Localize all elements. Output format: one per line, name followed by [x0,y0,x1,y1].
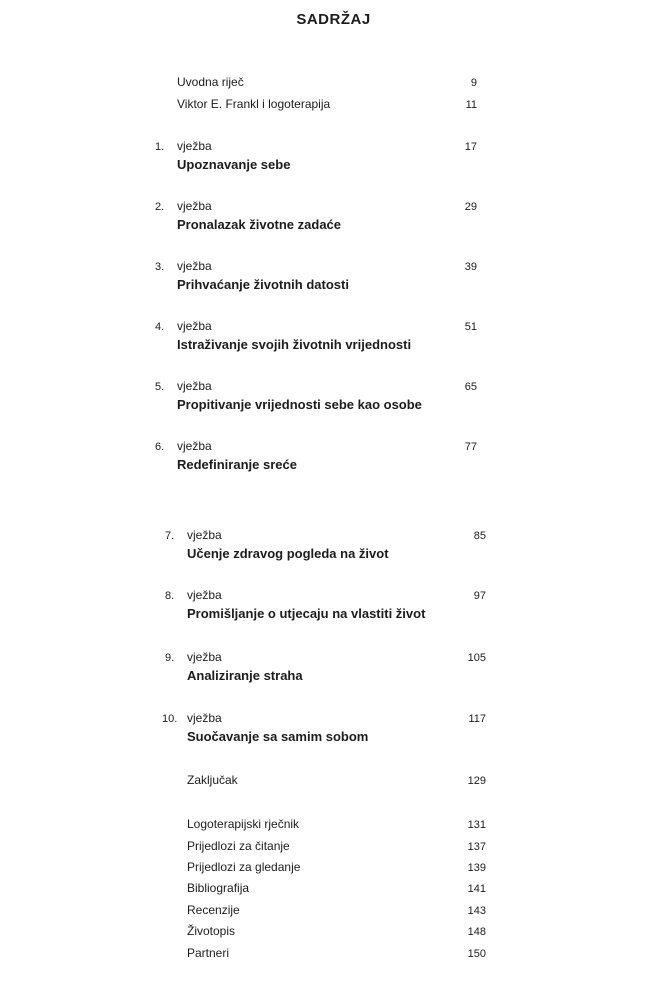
toc-label: Recenzije [187,903,240,917]
page-title: SADRŽAJ [296,11,371,28]
chapter-number: 8. [165,590,175,602]
chapter-kind: vježba [177,199,212,213]
chapter-number: 7. [165,530,175,542]
toc-label: Viktor E. Frankl i logoterapija [177,97,331,111]
toc-label: Životopis [187,924,236,938]
chapter-number: 4. [155,321,165,333]
chapter-number: 2. [155,201,165,213]
toc-label: Partneri [187,946,230,960]
chapter-title: Propitivanje vrijednosti sebe kao osobe [177,397,422,412]
chapter-kind: vježba [187,528,222,542]
chapter-page: 39 [464,261,477,273]
toc-label: Bibliografija [187,881,250,895]
chapter-page: 117 [468,713,486,725]
toc-label: Zaključak [187,773,238,787]
chapter-page: 85 [473,530,486,542]
chapter-number: 9. [165,652,175,664]
chapter-title: Analiziranje straha [187,668,303,683]
chapter-number: 6. [155,441,165,453]
chapter-kind: vježba [187,711,222,725]
chapter-kind: vježba [177,319,212,333]
chapter-kind: vježba [187,588,222,602]
toc-page: 9 [470,77,477,89]
toc-label: Prijedlozi za čitanje [187,839,290,853]
toc-page: 148 [467,926,486,938]
chapter-page: 105 [467,652,486,664]
toc-page: 139 [467,862,486,874]
toc-page: 143 [467,905,486,917]
toc-page: 11 [465,99,477,111]
chapter-number: 1. [155,141,165,153]
chapter-title: Upoznavanje sebe [177,157,291,172]
chapter-page: 77 [464,441,477,453]
chapter-kind: vježba [177,439,212,453]
chapter-page: 17 [464,141,477,153]
toc-page: 129 [467,775,486,787]
toc-label: Prijedlozi za gledanje [187,860,301,874]
toc-page: 137 [467,841,486,853]
chapter-title: Istraživanje svojih životnih vrijednosti [177,337,412,352]
chapter-page: 29 [464,201,477,213]
chapter-kind: vježba [187,650,222,664]
chapter-title: Učenje zdravog pogleda na život [187,546,389,561]
toc-page: 131 [467,819,486,831]
chapter-title: Redefiniranje sreće [177,457,297,472]
chapter-number: 3. [155,261,165,273]
chapter-title: Promišljanje o utjecaju na vlastiti život [187,606,426,621]
chapter-page: 65 [464,381,477,393]
chapter-page: 51 [464,321,477,333]
toc-label: Uvodna riječ [177,75,244,89]
chapter-kind: vježba [177,259,212,273]
chapter-kind: vježba [177,379,212,393]
chapter-page: 97 [473,590,486,602]
chapter-kind: vježba [177,139,212,153]
chapter-title: Prihvaćanje životnih datosti [177,277,349,292]
chapter-title: Suočavanje sa samim sobom [187,729,369,744]
toc-label: Logoterapijski rječnik [187,817,300,831]
chapter-number: 10. [162,713,178,725]
chapter-number: 5. [155,381,165,393]
chapter-title: Pronalazak životne zadaće [177,217,342,232]
toc-page: 150 [467,948,486,960]
toc-page: 141 [467,883,486,895]
